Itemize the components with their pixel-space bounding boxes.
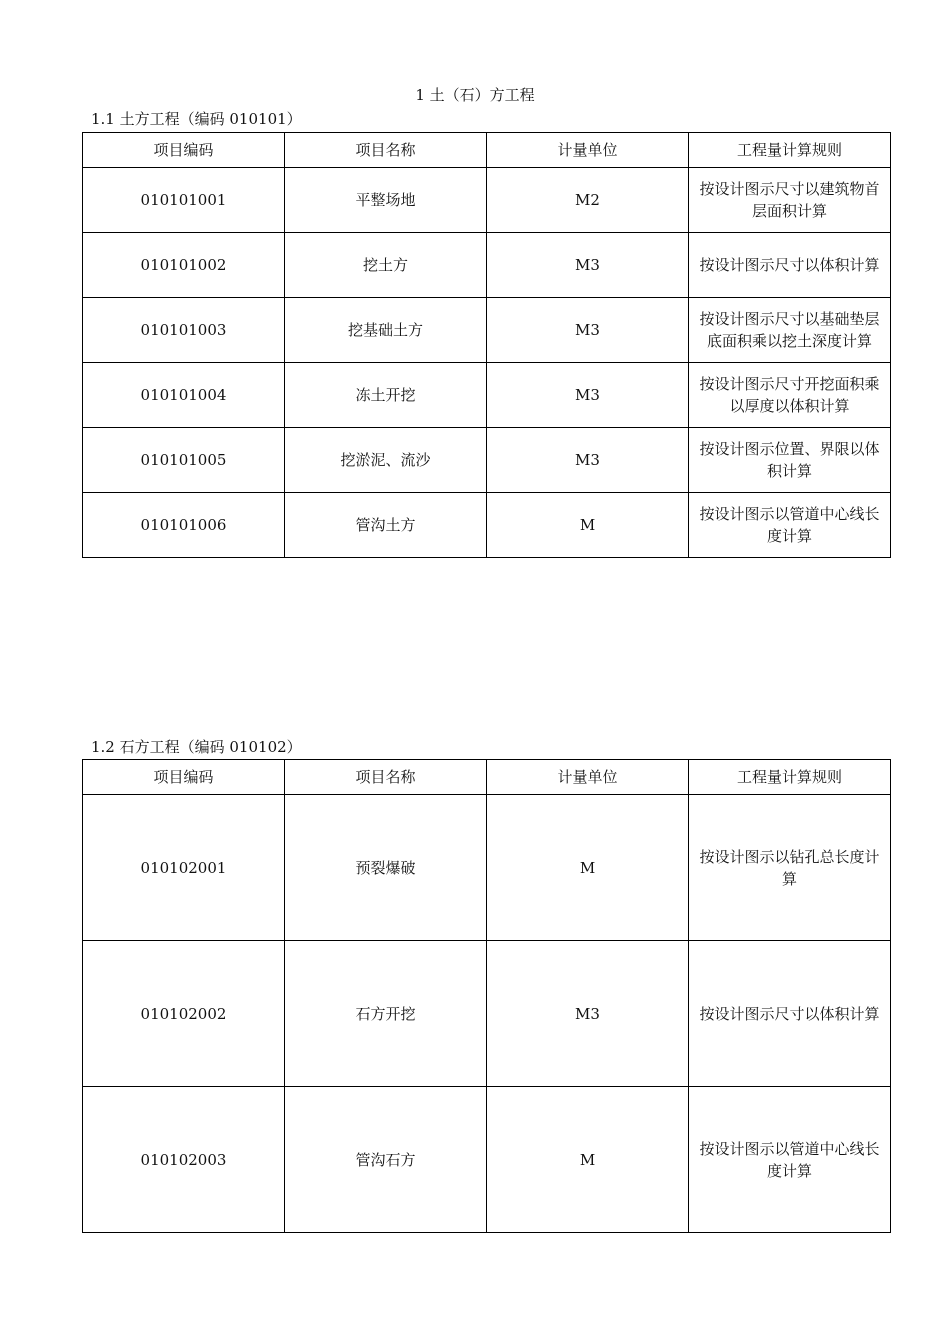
column-header-code: 项目编码 [83,760,285,795]
item-name: 平整场地 [285,168,487,233]
item-name: 冻土开挖 [285,363,487,428]
item-code: 010101003 [83,298,285,363]
item-code: 010101001 [83,168,285,233]
item-rule: 按设计图示尺寸以体积计算 [689,941,891,1087]
table-row [83,168,891,233]
table-row [83,1087,891,1233]
item-name: 挖淤泥、流沙 [285,428,487,493]
item-rule: 按设计图示尺寸以建筑物首层面积计算 [689,168,891,233]
item-code: 010101006 [83,493,285,558]
item-code: 010102002 [83,941,285,1087]
item-unit: M [487,795,689,941]
item-rule: 按设计图示以钻孔总长度计算 [689,795,891,941]
item-code: 010101005 [83,428,285,493]
column-header-name: 项目名称 [285,760,487,795]
item-unit: M3 [487,941,689,1087]
table-row [83,428,891,493]
item-unit: M3 [487,363,689,428]
item-unit: M3 [487,428,689,493]
item-name: 石方开挖 [285,941,487,1087]
item-unit: M3 [487,233,689,298]
item-name: 管沟石方 [285,1087,487,1233]
item-unit: M [487,1087,689,1233]
earthwork-table [82,132,891,558]
column-header-name: 项目名称 [285,133,487,168]
column-header-code: 项目编码 [83,133,285,168]
item-name: 管沟土方 [285,493,487,558]
section-heading-earthwork: 1.1 土方工程（编码 010101） [91,110,302,128]
table-row [83,941,891,1087]
item-unit: M2 [487,168,689,233]
table-row [83,795,891,941]
table-header-row [83,133,891,168]
column-header-rule: 工程量计算规则 [689,760,891,795]
section-heading-stonework: 1.2 石方工程（编码 010102） [91,738,302,756]
item-code: 010102001 [83,795,285,941]
item-name: 挖基础土方 [285,298,487,363]
item-rule: 按设计图示尺寸开挖面积乘以厚度以体积计算 [689,363,891,428]
item-code: 010102003 [83,1087,285,1233]
item-rule: 按设计图示以管道中心线长度计算 [689,493,891,558]
document-title: 1 土（石）方工程 [415,86,535,104]
item-unit: M3 [487,298,689,363]
item-rule: 按设计图示以管道中心线长度计算 [689,1087,891,1233]
item-rule: 按设计图示尺寸以体积计算 [689,233,891,298]
table-row [83,298,891,363]
table-row [83,233,891,298]
table-header-row [83,760,891,795]
column-header-unit: 计量单位 [487,133,689,168]
column-header-rule: 工程量计算规则 [689,133,891,168]
item-code: 010101004 [83,363,285,428]
table-row [83,363,891,428]
item-name: 挖土方 [285,233,487,298]
stonework-table [82,759,891,1233]
table-row [83,493,891,558]
item-rule: 按设计图示位置、界限以体积计算 [689,428,891,493]
item-unit: M [487,493,689,558]
item-name: 预裂爆破 [285,795,487,941]
item-rule: 按设计图示尺寸以基础垫层底面积乘以挖土深度计算 [689,298,891,363]
item-code: 010101002 [83,233,285,298]
column-header-unit: 计量单位 [487,760,689,795]
